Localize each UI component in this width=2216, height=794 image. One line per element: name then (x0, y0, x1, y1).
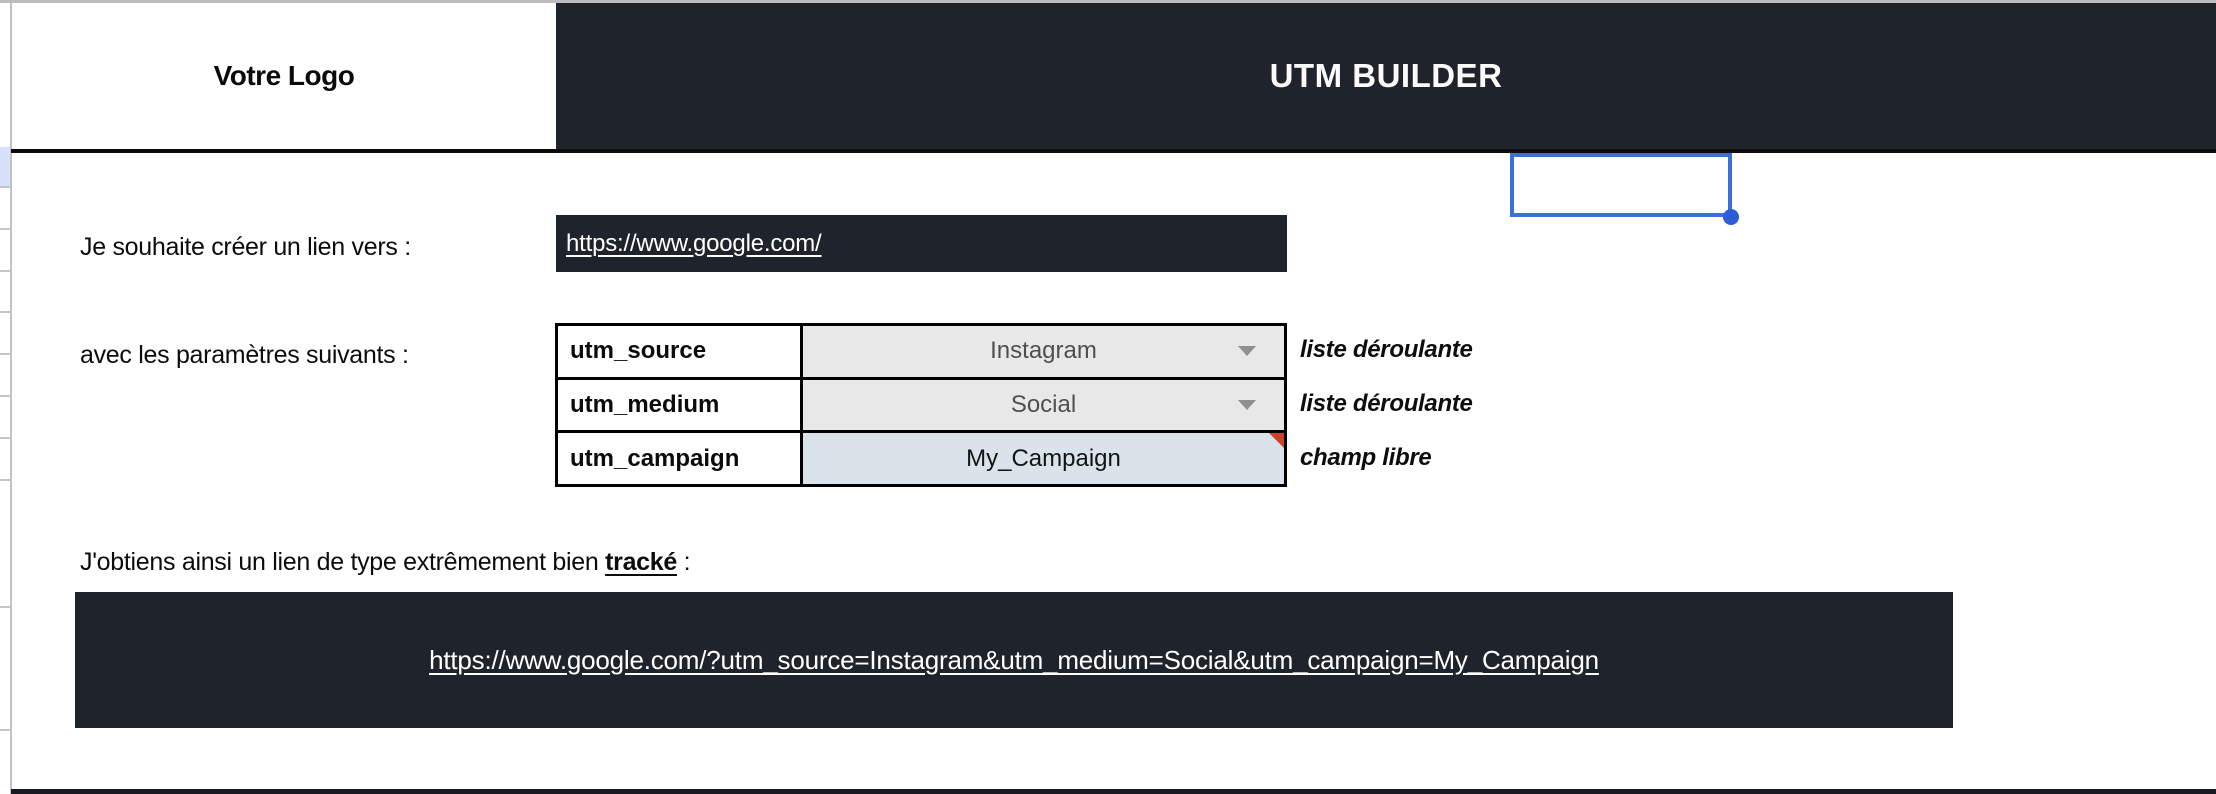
row-gridline-tick (0, 606, 10, 608)
result-url-box (75, 592, 1953, 728)
params-intro-text: avec les paramètres suivants : (80, 340, 409, 369)
result-intro-prefix: J'obtiens ainsi un lien de type extrêmement bien (80, 547, 606, 576)
result-intro-label (80, 544, 690, 580)
param-name-cell: utm_source (558, 326, 803, 377)
cell-selection-box[interactable] (1510, 153, 1732, 217)
selection-fill-handle[interactable] (1723, 209, 1739, 225)
base-url-link[interactable]: https://www.google.com/ (566, 229, 822, 257)
params-intro-label (80, 337, 409, 373)
row-gridline-tick (0, 479, 10, 481)
table-row (558, 433, 1284, 484)
header-banner (556, 3, 2216, 149)
chevron-down-icon[interactable] (1238, 400, 1256, 410)
result-url-link[interactable]: https://www.google.com/?utm_source=Instagram&utm_medium=Social&utm_campaign=My_Campaign (429, 644, 1599, 675)
note-dropdown-2: liste déroulante (1300, 390, 1473, 417)
param-name-cell: utm_campaign (558, 433, 803, 484)
row-gridline-tick (0, 228, 10, 230)
param-name-cell: utm_medium (558, 380, 803, 431)
row-gridline-tick (0, 270, 10, 272)
row-header-selection-highlight (0, 147, 10, 186)
utm-source-dropdown[interactable] (803, 326, 1284, 377)
utm-medium-dropdown[interactable] (803, 380, 1284, 431)
free-field-value: My_Campaign (966, 444, 1121, 472)
row-gridline-tick (0, 186, 10, 188)
chevron-down-icon[interactable] (1238, 346, 1256, 356)
row-gridline-tick (0, 395, 10, 397)
dropdown-value: Social (1010, 391, 1077, 418)
header-divider (11, 149, 2216, 153)
params-table (555, 323, 1287, 487)
row-gridline-tick (0, 311, 10, 313)
page-title: UTM BUILDER (1269, 57, 1503, 94)
row-gridline-tick (0, 353, 10, 355)
row-gridline-tick (0, 729, 10, 731)
logo-text: Votre Logo (213, 60, 355, 91)
note-free-field: champ libre (1300, 444, 1432, 471)
dropdown-value: Instagram (990, 337, 1097, 365)
utm-campaign-field[interactable] (803, 433, 1284, 484)
logo-cell (12, 3, 556, 149)
comment-corner-icon (1269, 433, 1284, 448)
result-intro-suffix: : (676, 547, 691, 576)
result-intro-emphasis: tracké (605, 547, 677, 576)
table-row (558, 326, 1284, 380)
table-row (558, 380, 1284, 434)
link-intro-text: Je souhaite créer un lien vers : (80, 232, 411, 261)
link-intro-label (80, 229, 411, 265)
row-gridline-tick (0, 437, 10, 439)
base-url-field[interactable] (556, 215, 1287, 272)
note-dropdown-1: liste déroulante (1300, 336, 1473, 363)
next-section-band (11, 789, 2216, 794)
